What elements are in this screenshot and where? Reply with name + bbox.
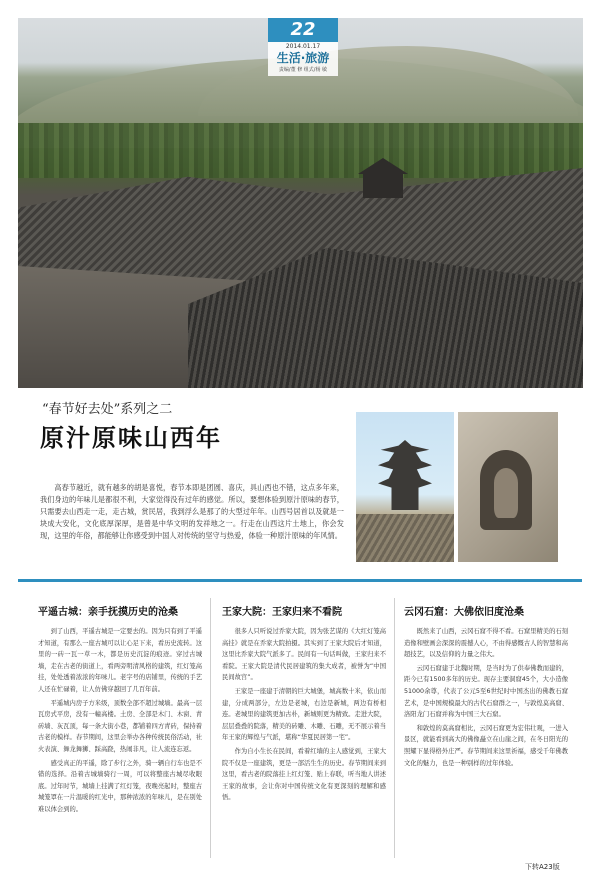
column-heading: 云冈石窟：大佛依旧度沧桑 <box>404 607 524 618</box>
column-paragraph: 云冈石窟建于北魏时期，是当时为了供奉佛教而建的，距今已有1500多年的历史。现存主要洞窟45个，大小造像51000余尊，代表了公元5至6世纪时中国杰出的佛教石窟艺术，是中国规模最大的古代石窟群之一，与敦煌莫高窟、洛阳龙门石窟并称为中国三大石窟。 <box>404 664 568 719</box>
pagoda-roofs <box>356 514 454 562</box>
issue-badge <box>268 18 338 76</box>
section-rule <box>18 579 582 582</box>
column-pingyao <box>38 603 202 818</box>
column-divider <box>210 598 211 858</box>
issue-date: 2014.01.17 <box>285 43 321 50</box>
column-paragraph: 到了山西，平遥古城是一定要去的。因为只有到了平遥才知道，有那么一座古城可以让心足下来，看历史流转。这里的一砖一瓦一草一木，都是历史沉淀的痕迹。穿过古城墙，走在古老的街道上，看两旁明清风格的建筑，红灯笼高挂，处处透着浓浓的年味儿。老字号的店铺里，传统的手艺人还在忙碌着，让人仿佛穿越回了几百年前。 <box>38 628 202 693</box>
continued-notice: 下转A23版 <box>525 863 560 871</box>
hero-trees <box>18 123 583 178</box>
column-paragraph: 和敦煌的莫高窟相比，云冈石窟更为宏伟壮观，一进入景区，就能看到高大的佛像矗立在山崖之间，在冬日阳光的照耀下显得格外庄严。春节期间来这里祈福，感受千年佛教文化的魅力，也是一种别样的过年体验。 <box>404 724 568 767</box>
grotto-buddha <box>494 468 518 518</box>
column-paragraph: 既然来了山西，云冈石窟不得不看。石窟里精美的石刻造像和壁画会深深的震撼人心，不由得感慨古人的智慧和高超技艺，以及信仰的力量之伟大。 <box>404 628 568 659</box>
column-paragraph: 感受真正的平遥，除了步行之外，骑一辆自行车也是不错的选择。沿着古城墙骑行一周，可以将整座古城尽收眼底。过年时节，城墙上挂满了红灯笼，夜晚亮起时，整座古城笼罩在一片温暖的红光中，那种浓浓的年味儿，是在别处难以体会到的。 <box>38 759 202 813</box>
column-paragraph: 作为自小生长在民间，看着红墙的主人感觉到，王家大院不仅是一座建筑，更是一部活生生的历史。春节期间来到这里，看古老的院落挂上红灯笼、贴上春联，听当地人讲述王家的故事，会让你对中国传统文化有更深刻的理解和感悟。 <box>222 747 386 802</box>
column-paragraph: 很多人只听说过乔家大院，因为张艺谋的《大红灯笼高高挂》就是在乔家大院拍摄。其实到了王家大院后才知道，这里比乔家大院气派多了。民间有一句话叫做，王家归来不看院。王家大院是清代民居建筑的集大成者，被誉为“中国民间故宫”。 <box>222 628 386 682</box>
editors-line: 责编/董 修 组式/杨 敏 <box>278 67 328 73</box>
column-paragraph: 平遥城内房子方米级，顶数全部不超过城墙。最高一层瓦房式平房，没有一幢高楼。土房、全部是木门、木窗、青砖墙、灰瓦顶，每一条大街小巷，都铺着四方青砖，保持着古老的模样。春节期间，这里会举办各种传统民俗活动，社火表演、舞龙舞狮、踩高跷，热闹非凡，让人流连忘返。 <box>38 699 202 753</box>
article-intro: 高春节越近，就有越多的胡是喜悦，春节本即是团圆、喜庆，具山西也不错，这点多年来，我们身边的年味儿是都很不利，大家觉得没有过年的感觉。所以，要想体验到原汁原味的春节，只需要去山西走一走，走古城，赏民居，我到浮么是那了的大型过年年。山西号居首以及就是一块成大安化，文化底厚深厚，是曾是中华文明的发祥地之一。行走在山西这片土地上，你会发现，这里的年俗，都能够让你感受到中国人对传统的坚守与热爱，体验一种原汁原味的年风情。 <box>40 483 344 540</box>
page-number: 22 <box>268 18 338 42</box>
series-title: “春节好去处”系列之二 <box>42 402 173 417</box>
pagoda-shape <box>378 440 432 510</box>
article-title: 原汁原味山西年 <box>40 423 222 452</box>
column-paragraph: 王家是一座建于清朝的巨大城堡，城高数十米，依山而建，分成两部分，左边是老城，右边是新城，两边有桥相连。老城里的建筑更加古朴，新城则更为精致。走进大院，层层叠叠的院落，精美的砖雕、木雕、石雕，无不展示着当年王家的辉煌与气派，堪称“华夏民居第一宅”。 <box>222 687 386 742</box>
photo-grotto <box>458 412 558 562</box>
column-yungang <box>404 603 568 771</box>
photo-pagoda <box>356 412 454 562</box>
column-divider <box>394 598 395 858</box>
column-heading: 平遥古城：亲手抚摸历史的沧桑 <box>38 607 178 618</box>
column-wangjia <box>222 603 386 806</box>
column-heading: 王家大院：王家归来不看院 <box>222 607 342 618</box>
section-name: 生活·旅游 <box>276 51 330 65</box>
